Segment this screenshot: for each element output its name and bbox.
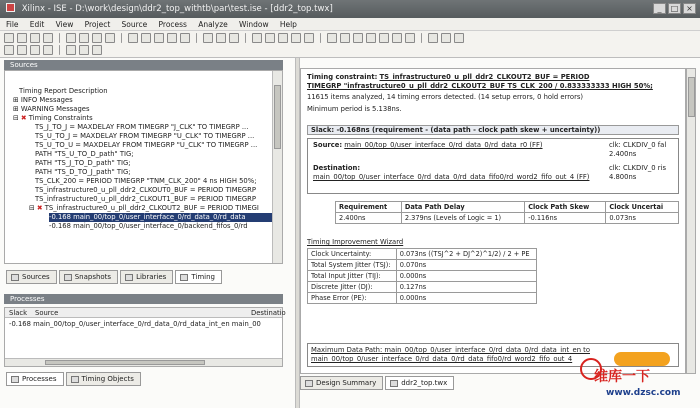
column-destination[interactable]: Destinatio (251, 309, 286, 317)
toolbar (0, 31, 700, 58)
processes-icon (11, 376, 19, 383)
menu-file[interactable]: File (6, 20, 19, 29)
table-row (308, 271, 537, 282)
column-slack[interactable]: Slack (9, 309, 28, 317)
processes-table-header (5, 308, 286, 318)
processes-table (4, 307, 286, 367)
sources-icon (11, 274, 19, 281)
items-analyzed: 11615 items analyzed, 14 timing errors detected. (14 setup errors, 0 hold errors) (307, 93, 584, 101)
tab-libraries[interactable]: Libraries (120, 270, 173, 284)
grid-icon[interactable] (43, 45, 53, 55)
find-icon[interactable] (154, 33, 164, 43)
error-x-icon: ✖ (20, 114, 27, 122)
menu-edit[interactable]: Edit (29, 20, 45, 29)
list-icon[interactable] (66, 45, 76, 55)
window-tile-icon[interactable] (216, 33, 226, 43)
tree-item[interactable]: TS_U_TO_J = MAXDELAY FROM TIMEGRP "U_CLK" TO TIMEGRP ... (35, 132, 255, 140)
table-row (308, 293, 537, 304)
report-vertical-scrollbar[interactable] (686, 68, 696, 374)
delete-icon[interactable] (105, 33, 115, 43)
table-row (336, 213, 679, 224)
comment-icon[interactable] (392, 33, 402, 43)
window-cascade-icon[interactable] (203, 33, 213, 43)
tab-timing-objects[interactable]: Timing Objects (66, 372, 141, 386)
tree-item[interactable]: ⊞ WARNING Messages (13, 105, 90, 113)
dj-value: 0.127ns (396, 282, 536, 293)
menu-help[interactable]: Help (279, 20, 297, 29)
sources-pane-header (4, 60, 283, 70)
toolbar-row-2 (4, 45, 102, 57)
arrow-icon[interactable] (4, 45, 14, 55)
watermark (578, 352, 698, 408)
toolbar-separator (320, 33, 321, 43)
clock-uncertainty-table (307, 248, 537, 304)
help-icon[interactable] (229, 33, 239, 43)
zoom-out-icon[interactable] (180, 33, 190, 43)
tree-item[interactable]: TS_J_TO_J = MAXDELAY FROM TIMEGRP "J_CLK" TO TIMEGRP ... (35, 123, 249, 131)
new-file-icon[interactable] (4, 33, 14, 43)
run-icon[interactable] (278, 33, 288, 43)
tab-snapshots[interactable]: Snapshots (59, 270, 118, 284)
tab-design-summary[interactable]: Design Summary (300, 376, 383, 390)
menu-source[interactable]: Source (121, 20, 148, 29)
tree-item[interactable]: PATH "TS_J_TO_D_path" TIG; (35, 159, 131, 167)
destination-label: Destination: (313, 164, 361, 172)
properties-icon[interactable] (454, 33, 464, 43)
menu-project[interactable]: Project (84, 20, 111, 29)
timing-improvement-wizard-link[interactable]: Timing Improvement Wizard (307, 238, 404, 246)
copy-icon[interactable] (79, 33, 89, 43)
synthesize-icon[interactable] (265, 33, 275, 43)
toolbar-separator (421, 33, 422, 43)
column-source[interactable]: Source (35, 309, 59, 317)
save-all-icon[interactable] (43, 33, 53, 43)
source-label: Source: (313, 141, 343, 149)
slack-header (307, 125, 679, 135)
sources-tabs (6, 270, 222, 284)
tree-item[interactable]: Timing Report Description (19, 87, 108, 95)
uncomment-icon[interactable] (405, 33, 415, 43)
redo-icon[interactable] (141, 33, 151, 43)
app-icon (6, 3, 15, 12)
menu-analyze[interactable]: Analyze (198, 20, 228, 29)
error-x-icon: ✖ (36, 204, 43, 212)
clock-path-skew-value: -0.116ns (525, 213, 606, 224)
print-icon[interactable] (441, 33, 451, 43)
timing-objects-icon (71, 376, 79, 383)
processes-tabs (6, 372, 141, 386)
tab-timing[interactable]: Timing (175, 270, 222, 284)
pe-value: 0.000ns (396, 293, 536, 304)
header-clock-uncertainty: Clock Uncertai (606, 202, 679, 213)
table-row (308, 282, 537, 293)
tsj-label: Total System Jitter (TSJ): (308, 260, 397, 271)
libraries-icon (125, 274, 133, 281)
menu-view[interactable]: View (55, 20, 74, 29)
design-summary-icon (305, 380, 313, 387)
tree-item[interactable]: TS_infrastructure0_u_pll_ddr2_CLKOUT0_BUF = PERIOD TIMEGRP (35, 186, 256, 194)
minimize-button[interactable]: _ (653, 3, 666, 14)
maximize-button[interactable]: □ (668, 3, 681, 14)
tree-item[interactable]: -0.168 main_00/top_0/user_interface_0/backend_fifos_0/rd (49, 222, 248, 230)
sources-tree[interactable] (4, 70, 283, 264)
uncertainty-value: 0.073ns ((TSJ^2 + DJ^2)^1/2) / 2 + PE (396, 249, 536, 260)
tree-item[interactable]: TS_infrastructure0_u_pll_ddr2_CLKOUT1_BUF = PERIOD TIMEGRP (35, 195, 256, 203)
source-clock: clk: CLKDIV_0 fal (609, 141, 667, 149)
toolbar-separator (196, 33, 197, 43)
tij-value: 0.000ns (396, 271, 536, 282)
clock-uncertainty-value: 0.073ns (606, 213, 679, 224)
report-tabs (300, 376, 454, 390)
bookmark-next-icon[interactable] (340, 33, 350, 43)
source-link[interactable]: main_00/top_0/user_interface_0/rd_data_0/rd_data_r0 (FF) (344, 141, 543, 149)
pe-label: Phase Error (PE): (308, 293, 397, 304)
max-data-path-link-continued[interactable]: main_00/top_0/user_interface_0/rd_data_0/rd_data_fifo0/rd_word2_fifo_out_4 (311, 355, 573, 363)
save-icon[interactable] (30, 33, 40, 43)
tree-item[interactable]: ⊞ INFO Messages (13, 96, 73, 104)
destination-time: 4.800ns (609, 173, 637, 181)
language-templates-icon[interactable] (428, 33, 438, 43)
table-header-row (336, 202, 679, 213)
outdent-icon[interactable] (379, 33, 389, 43)
tree-item[interactable]: TS_CLK_200 = PERIOD TIMEGRP "TNM_CLK_200" 4 ns HIGH 50%; (35, 177, 257, 185)
timing-report-view (300, 68, 686, 374)
tree-item-selected[interactable]: -0.168 main_00/top_0/user_interface_0/rd_data_0/rd_data (49, 213, 274, 222)
rerun-icon[interactable] (304, 33, 314, 43)
menu-process[interactable]: Process (158, 20, 187, 29)
dj-label: Discrete Jitter (DJ): (308, 282, 397, 293)
table-row (308, 260, 537, 271)
open-file-icon[interactable] (17, 33, 27, 43)
scroll-thumb[interactable] (274, 85, 281, 149)
sources-vertical-scrollbar[interactable] (272, 71, 282, 263)
requirement-value: 2.400ns (336, 213, 402, 224)
bookmark-icon[interactable] (327, 33, 337, 43)
tree-item[interactable]: TS_U_TO_U = MAXDELAY FROM TIMEGRP "U_CLK" TO TIMEGRP ... (35, 141, 258, 149)
header-clock-path-skew: Clock Path Skew (525, 202, 606, 213)
text-icon[interactable] (79, 45, 89, 55)
max-data-path-link[interactable]: Maximum Data Path: main_00/top_0/user_interface_0/rd_data_0/rd_data_int_en to (311, 346, 590, 354)
close-button[interactable]: × (683, 3, 696, 14)
tsj-value: 0.070ns (396, 260, 536, 271)
processes-pane-header (4, 294, 283, 304)
constraint-label: Timing constraint: (307, 73, 378, 81)
zoom-in-icon[interactable] (167, 33, 177, 43)
toolbar-separator (245, 33, 246, 43)
watermark-logo-icon (614, 352, 670, 366)
toolbar-row-1 (4, 33, 464, 45)
path-summary-table (335, 201, 679, 224)
timing-icon (180, 274, 188, 281)
processes-horizontal-scrollbar[interactable] (5, 358, 282, 366)
tree-item[interactable]: PATH "TS_D_TO_J_path" TIG; (35, 168, 131, 176)
constraint-link-continued[interactable]: TIMEGRP "infrastructure0_u_pll_ddr2_CLKOUT2_BUF TS_CLK_200 / 0.833333333 HIGH 50%; (307, 82, 653, 90)
tij-label: Total Input Jitter (TIJ): (308, 271, 397, 282)
menu-window[interactable]: Window (239, 20, 269, 29)
pan-icon[interactable] (30, 45, 40, 55)
undo-icon[interactable] (128, 33, 138, 43)
source-line (313, 141, 543, 150)
tree-item[interactable]: PATH "TS_U_TO_D_path" TIG; (35, 150, 134, 158)
tab-ddr2-top-twx[interactable]: ddr2_top.twx (385, 376, 454, 390)
tab-processes[interactable]: Processes (6, 372, 64, 386)
scroll-thumb[interactable] (688, 77, 695, 117)
uncertainty-label: Clock Uncertainty: (308, 249, 397, 260)
minimum-period: Minimum period is 5.138ns. (307, 105, 402, 113)
tree-item[interactable]: ⊟ ✖ Timing Constraints (13, 114, 93, 122)
stop-icon[interactable] (291, 33, 301, 43)
tree-item[interactable]: ⊟ ✖ TS_infrastructure0_u_pll_ddr2_CLKOUT2_BUF = PERIOD TIMEGI (29, 204, 259, 212)
slack-value: Slack: -0.168ns (requirement - (data path - clock path skew + uncertainty)) (311, 126, 601, 134)
indent-icon[interactable] (366, 33, 376, 43)
destination-link[interactable]: main_00/top_0/user_interface_0/rd_data_0/rd_data_fifo0/rd_word2_fifo_out_4 (FF) (313, 173, 590, 181)
constraint-link[interactable]: TS_infrastructure0_u_pll_ddr2_CLKOUT2_BUF = PERIOD (379, 73, 590, 81)
report-file-icon (390, 380, 398, 387)
toolbar-separator (59, 33, 60, 43)
window-title: Xilinx - ISE - D:\work\design\ddr2_top_withtb\par\test.ise - [ddr2_top.twx] (21, 4, 333, 14)
sources-pane-title: Sources (10, 61, 38, 69)
cut-icon[interactable] (66, 33, 76, 43)
snapshots-icon (64, 274, 72, 281)
toolbar-separator (59, 45, 60, 55)
implement-icon[interactable] (252, 33, 262, 43)
header-requirement: Requirement (336, 202, 402, 213)
tab-sources[interactable]: Sources (6, 270, 57, 284)
watermark-brand: 维库一下 (594, 369, 650, 385)
constraint-line (307, 73, 590, 82)
paste-icon[interactable] (92, 33, 102, 43)
destination-clock: clk: CLKDIV_0 ris (609, 164, 666, 172)
source-time: 2.400ns (609, 150, 637, 158)
watermark-site: www.dzsc.com (606, 388, 681, 398)
header-data-path-delay: Data Path Delay (401, 202, 524, 213)
scroll-thumb[interactable] (45, 360, 205, 365)
toolbar-separator (121, 33, 122, 43)
destination-line (313, 173, 589, 182)
processes-pane-title: Processes (10, 295, 45, 303)
window-title-bar (0, 0, 700, 18)
bookmark-prev-icon[interactable] (353, 33, 363, 43)
table-row[interactable]: -0.168 main_00/top_0/user_interface_0/rd_data_0/rd_data_int_en main_00 (9, 320, 261, 328)
data-path-delay-value: 2.379ns (Levels of Logic = 1) (401, 213, 524, 224)
refresh-icon[interactable] (92, 45, 102, 55)
menu-bar (0, 18, 700, 31)
window-controls (653, 3, 696, 14)
fit-icon[interactable] (17, 45, 27, 55)
table-row (308, 249, 537, 260)
